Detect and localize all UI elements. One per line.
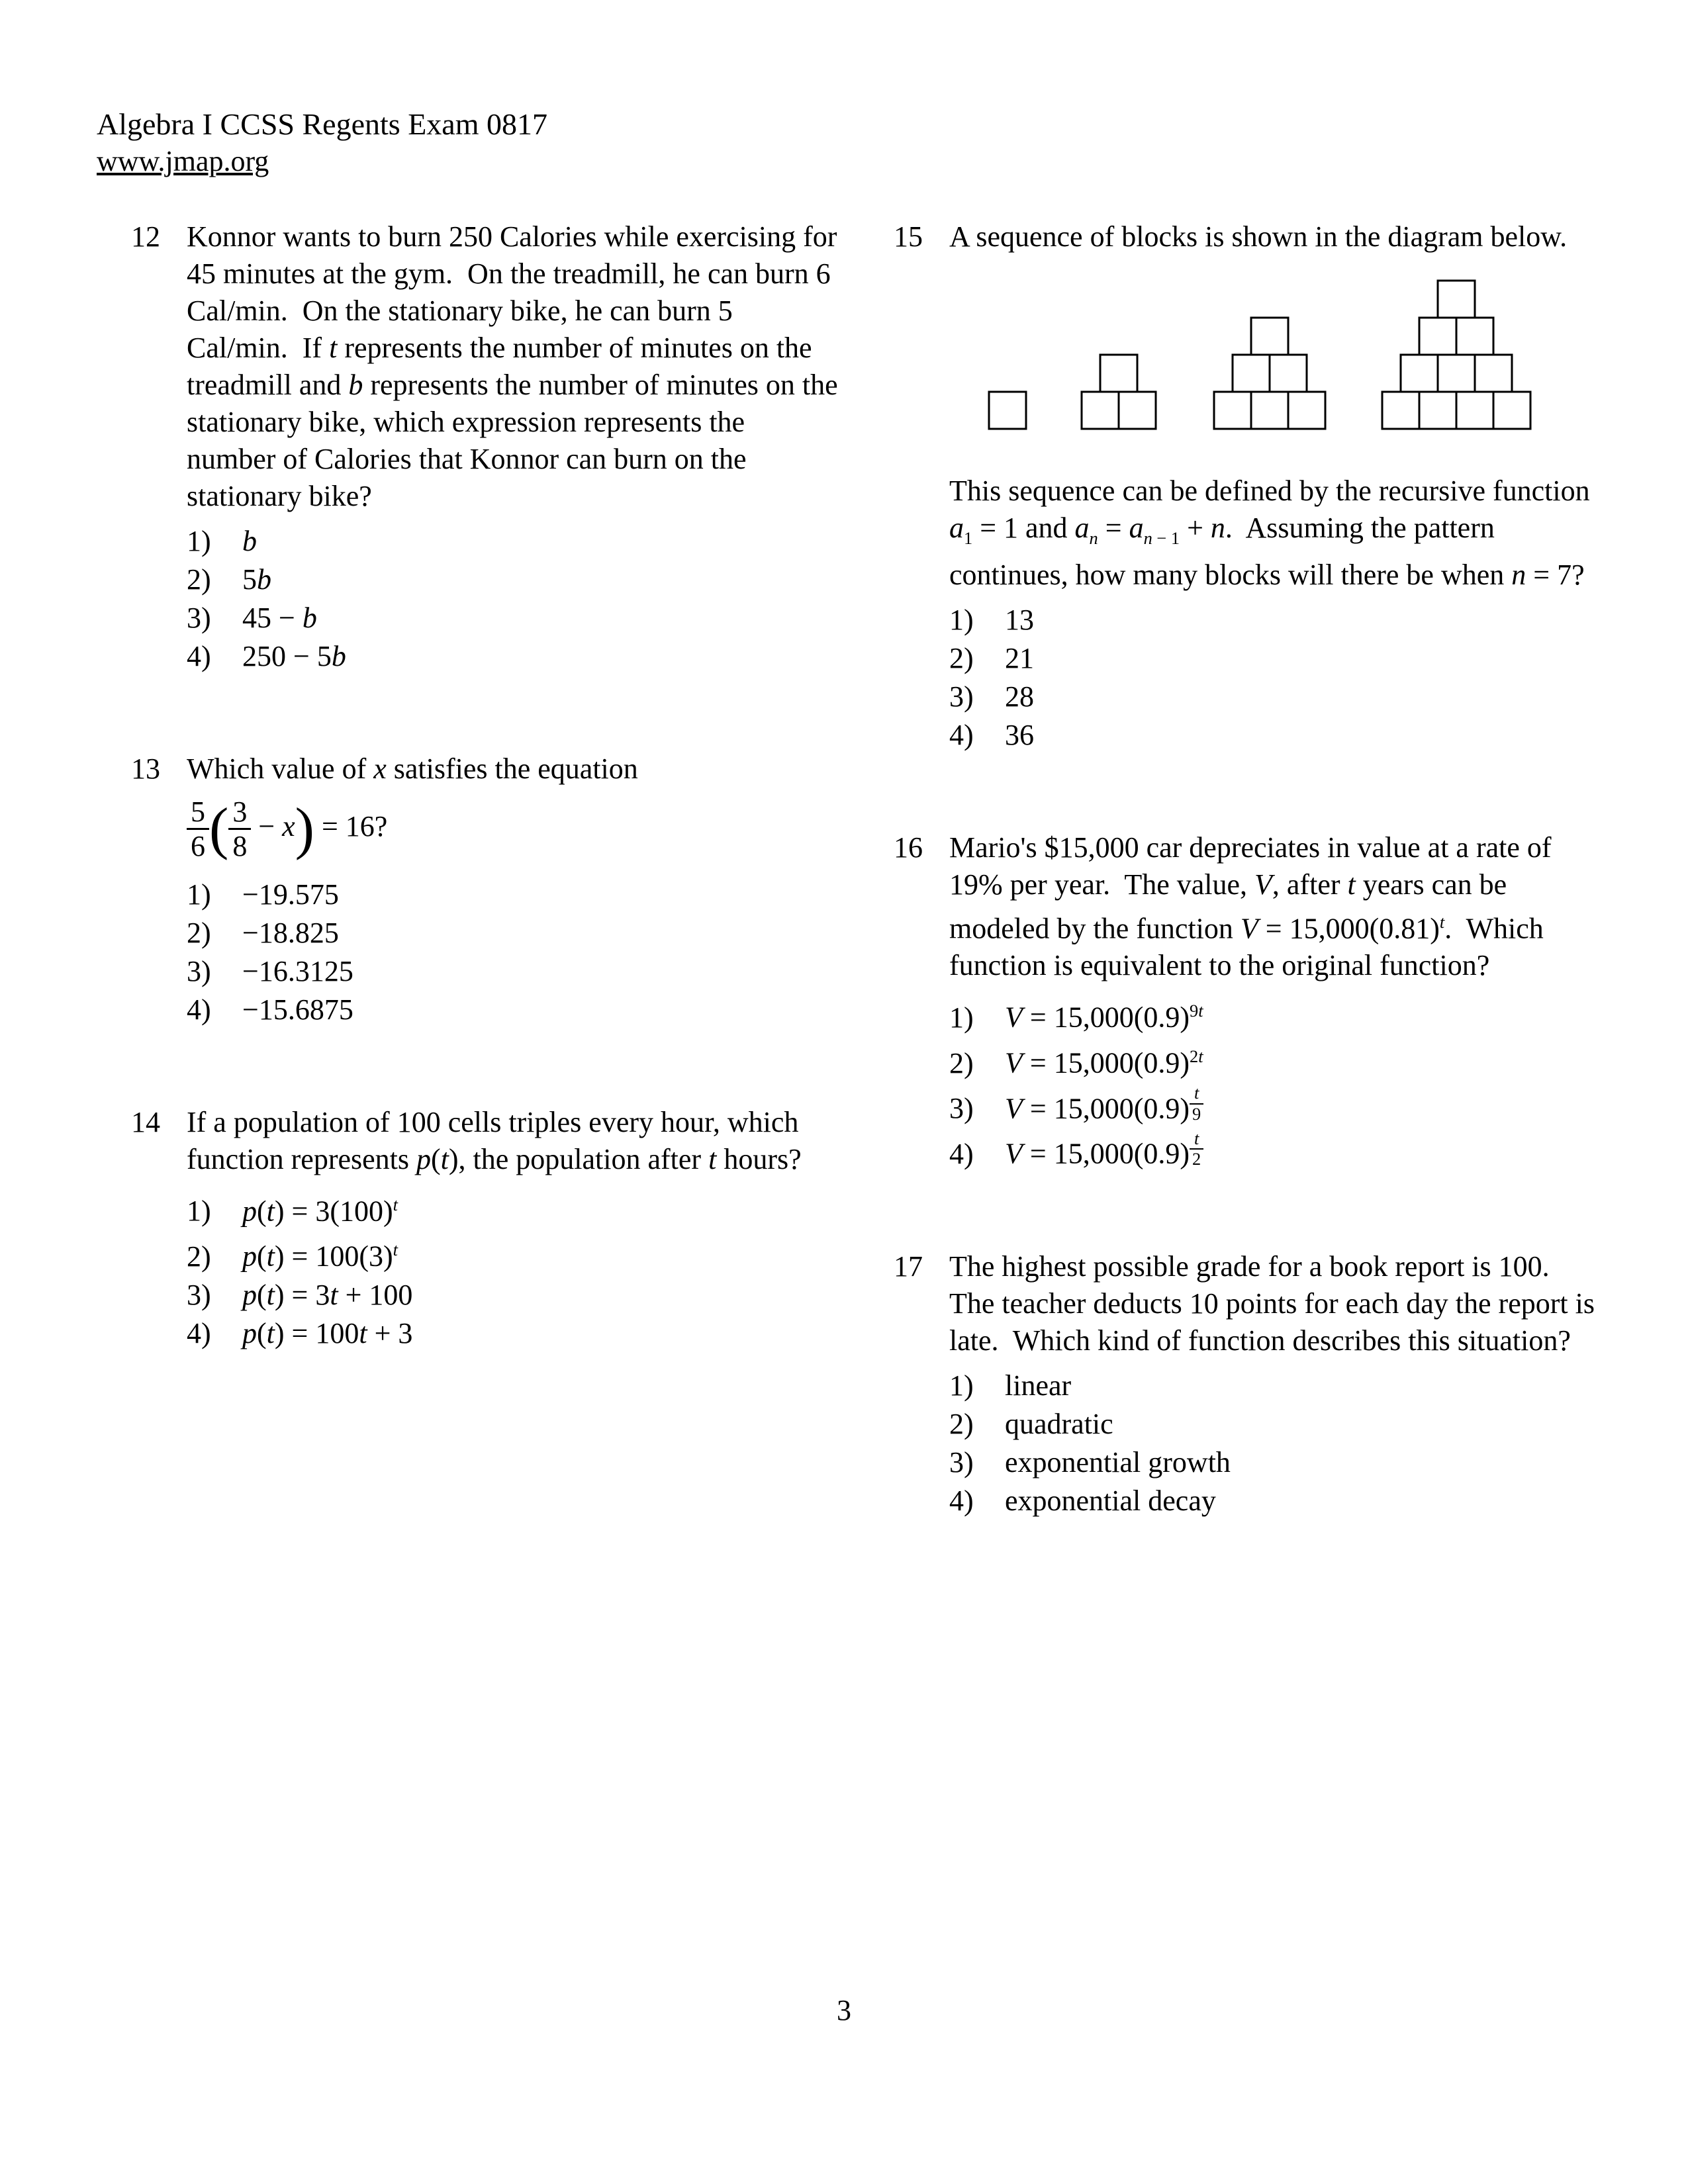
- question-14: [131, 1104, 839, 1353]
- choice-text: −19.575: [242, 878, 339, 911]
- left-column: [131, 218, 839, 1428]
- choice-text: p(t) = 3t + 100: [242, 1278, 413, 1311]
- choice-row: [187, 991, 839, 1028]
- choice-label: 2): [949, 1046, 974, 1079]
- choice-label: 3): [187, 954, 211, 987]
- choice-text: linear: [1005, 1369, 1072, 1402]
- answer-choices: [187, 523, 839, 675]
- exam-title: Algebra I CCSS Regents Exam 0817: [97, 107, 547, 141]
- question-body: Which value of x satisfies the equation: [187, 752, 638, 785]
- choice-text: 45 − b: [242, 602, 317, 634]
- choice-text: −16.3125: [242, 954, 353, 987]
- question-body: If a population of 100 cells triples every hour, which function represents p(t), the population after t hours?: [187, 1105, 802, 1175]
- choice-row: [949, 717, 1601, 754]
- choice-text: −15.6875: [242, 993, 353, 1026]
- choice-text: 21: [1005, 641, 1034, 674]
- question-number: 12: [131, 220, 160, 253]
- choice-row: [187, 638, 839, 675]
- choice-row: [187, 1277, 839, 1314]
- question-number: 17: [894, 1250, 923, 1283]
- choice-row: [187, 561, 839, 598]
- choice-row: [949, 1038, 1601, 1082]
- choice-row: [949, 602, 1601, 639]
- choice-text: V = 15,000(0.9) $^{\frac{t}{2}}$: [1005, 1128, 1601, 1173]
- choice-text: exponential decay: [1005, 1484, 1216, 1518]
- choice-label: 4): [949, 1484, 974, 1518]
- question-17: [894, 1248, 1602, 1521]
- choice-label: 4): [949, 718, 974, 751]
- choice-row: [187, 953, 839, 990]
- choice-label: 4): [949, 1138, 974, 1171]
- choice-row: [949, 1367, 1601, 1404]
- question-13: [131, 751, 839, 1030]
- question-15: [894, 218, 1602, 755]
- question-number: 16: [894, 831, 923, 864]
- choice-label: 3): [187, 1278, 211, 1311]
- choice-row: [949, 992, 1601, 1036]
- choice-label: 2): [187, 1240, 211, 1273]
- choice-row: [187, 523, 839, 560]
- answer-choices: [949, 1367, 1601, 1520]
- choice-label: 4): [187, 640, 211, 672]
- question-body: The highest possible grade for a book report is 100. The teacher deducts 10 points for each day the report is late. Which kind of function describes this situation?: [949, 1250, 1595, 1357]
- choice-label: 4): [187, 993, 211, 1026]
- choice-label: 2): [949, 1408, 974, 1441]
- page-number: 3: [837, 1994, 851, 2026]
- choice-row: [187, 1231, 839, 1275]
- equation: $\frac{5}{6}$ ( $\frac{3}{8}$ − x) = 16?: [187, 796, 839, 863]
- choice-text: $V = 15,000(0.9)^{2t}$: [1005, 1046, 1203, 1079]
- choice-text: V = 15,000(0.9) $^{\frac{t}{9}}$: [1005, 1083, 1601, 1128]
- choice-row: [187, 1315, 839, 1352]
- choice-text: $p(t) = 100(3)^t$: [242, 1240, 399, 1273]
- choice-text: 250 − 5b: [242, 640, 346, 672]
- choice-label: 4): [187, 1316, 211, 1349]
- question-body-continued: This sequence can be defined by the recursive function $a_1 = 1$ and $a_n = a_{n - 1} + n$. Assuming the pattern continues, how many blocks will there be when n = 7?: [949, 475, 1590, 591]
- jmap-link[interactable]: www.jmap.org: [97, 145, 269, 177]
- question-number: 14: [131, 1105, 160, 1138]
- choice-text: $V = 15,000(0.9)^{9t}$: [1005, 1001, 1203, 1034]
- choice-row: [949, 678, 1601, 715]
- right-column: [894, 218, 1602, 1595]
- choice-text: exponential growth: [1005, 1446, 1231, 1479]
- choice-label: 1): [187, 1195, 211, 1228]
- choice-label: 2): [949, 641, 974, 674]
- answer-choices: [949, 602, 1601, 754]
- choice-label: 1): [949, 1369, 974, 1402]
- choice-row: [949, 1444, 1601, 1481]
- choice-label: 1): [187, 878, 211, 911]
- choice-label: 3): [949, 1446, 974, 1479]
- answer-choices: [949, 992, 1601, 1173]
- choice-row: [949, 640, 1601, 677]
- exam-header: [97, 106, 547, 180]
- choice-row: [187, 600, 839, 637]
- choice-label: 1): [949, 603, 974, 636]
- choice-text: 36: [1005, 718, 1034, 751]
- answer-choices: [187, 876, 839, 1028]
- question-body: Konnor wants to burn 250 Calories while exercising for 45 minutes at the gym. On the treadmill, he can burn 6 Cal/min. On the stationary bike, he can burn 5 Cal/min. If t represents the number of minutes on the treadmill and b represents the number of minutes on the stationary bike, which expression represents the number of Calories that Konnor can burn on the stationary bike?: [187, 220, 838, 512]
- choice-label: 3): [949, 680, 974, 713]
- question-body: A sequence of blocks is shown in the diagram below.: [949, 220, 1568, 253]
- choice-row: [949, 1406, 1601, 1443]
- choice-text: −18.825: [242, 916, 339, 949]
- choice-label: 2): [187, 916, 211, 949]
- choice-label: 3): [949, 1092, 974, 1125]
- choice-text: 13: [1005, 603, 1034, 636]
- choice-text: 5b: [242, 563, 271, 596]
- choice-text: quadratic: [1005, 1408, 1113, 1441]
- question-number: 15: [894, 220, 923, 253]
- question-16: [894, 829, 1602, 1174]
- choice-row: [187, 915, 839, 952]
- choice-row: [949, 1128, 1601, 1173]
- choice-label: 1): [949, 1001, 974, 1034]
- question-number: 13: [131, 752, 160, 785]
- choice-row: [949, 1083, 1601, 1128]
- choice-label: 3): [187, 602, 211, 634]
- choice-label: 2): [187, 563, 211, 596]
- question-body: Mario's $15,000 car depreciates in value at a rate of 19% per year. The value, V, after t years can be modeled by the function $V = 15,000(0.81)^t$. Which function is equivalent to the original function?: [949, 831, 1552, 982]
- choice-label: 1): [187, 525, 211, 557]
- choice-row: [187, 1186, 839, 1230]
- choice-text: $p(t) = 3(100)^t$: [242, 1194, 399, 1228]
- question-12: [131, 218, 839, 676]
- answer-choices: [187, 1186, 839, 1352]
- choice-row: [949, 1482, 1601, 1520]
- choice-text: p(t) = 100t + 3: [242, 1316, 413, 1349]
- choice-row: [187, 876, 839, 913]
- choice-text: 28: [1005, 680, 1034, 713]
- blocks-diagram: [949, 275, 1545, 434]
- choice-text: b: [242, 525, 257, 557]
